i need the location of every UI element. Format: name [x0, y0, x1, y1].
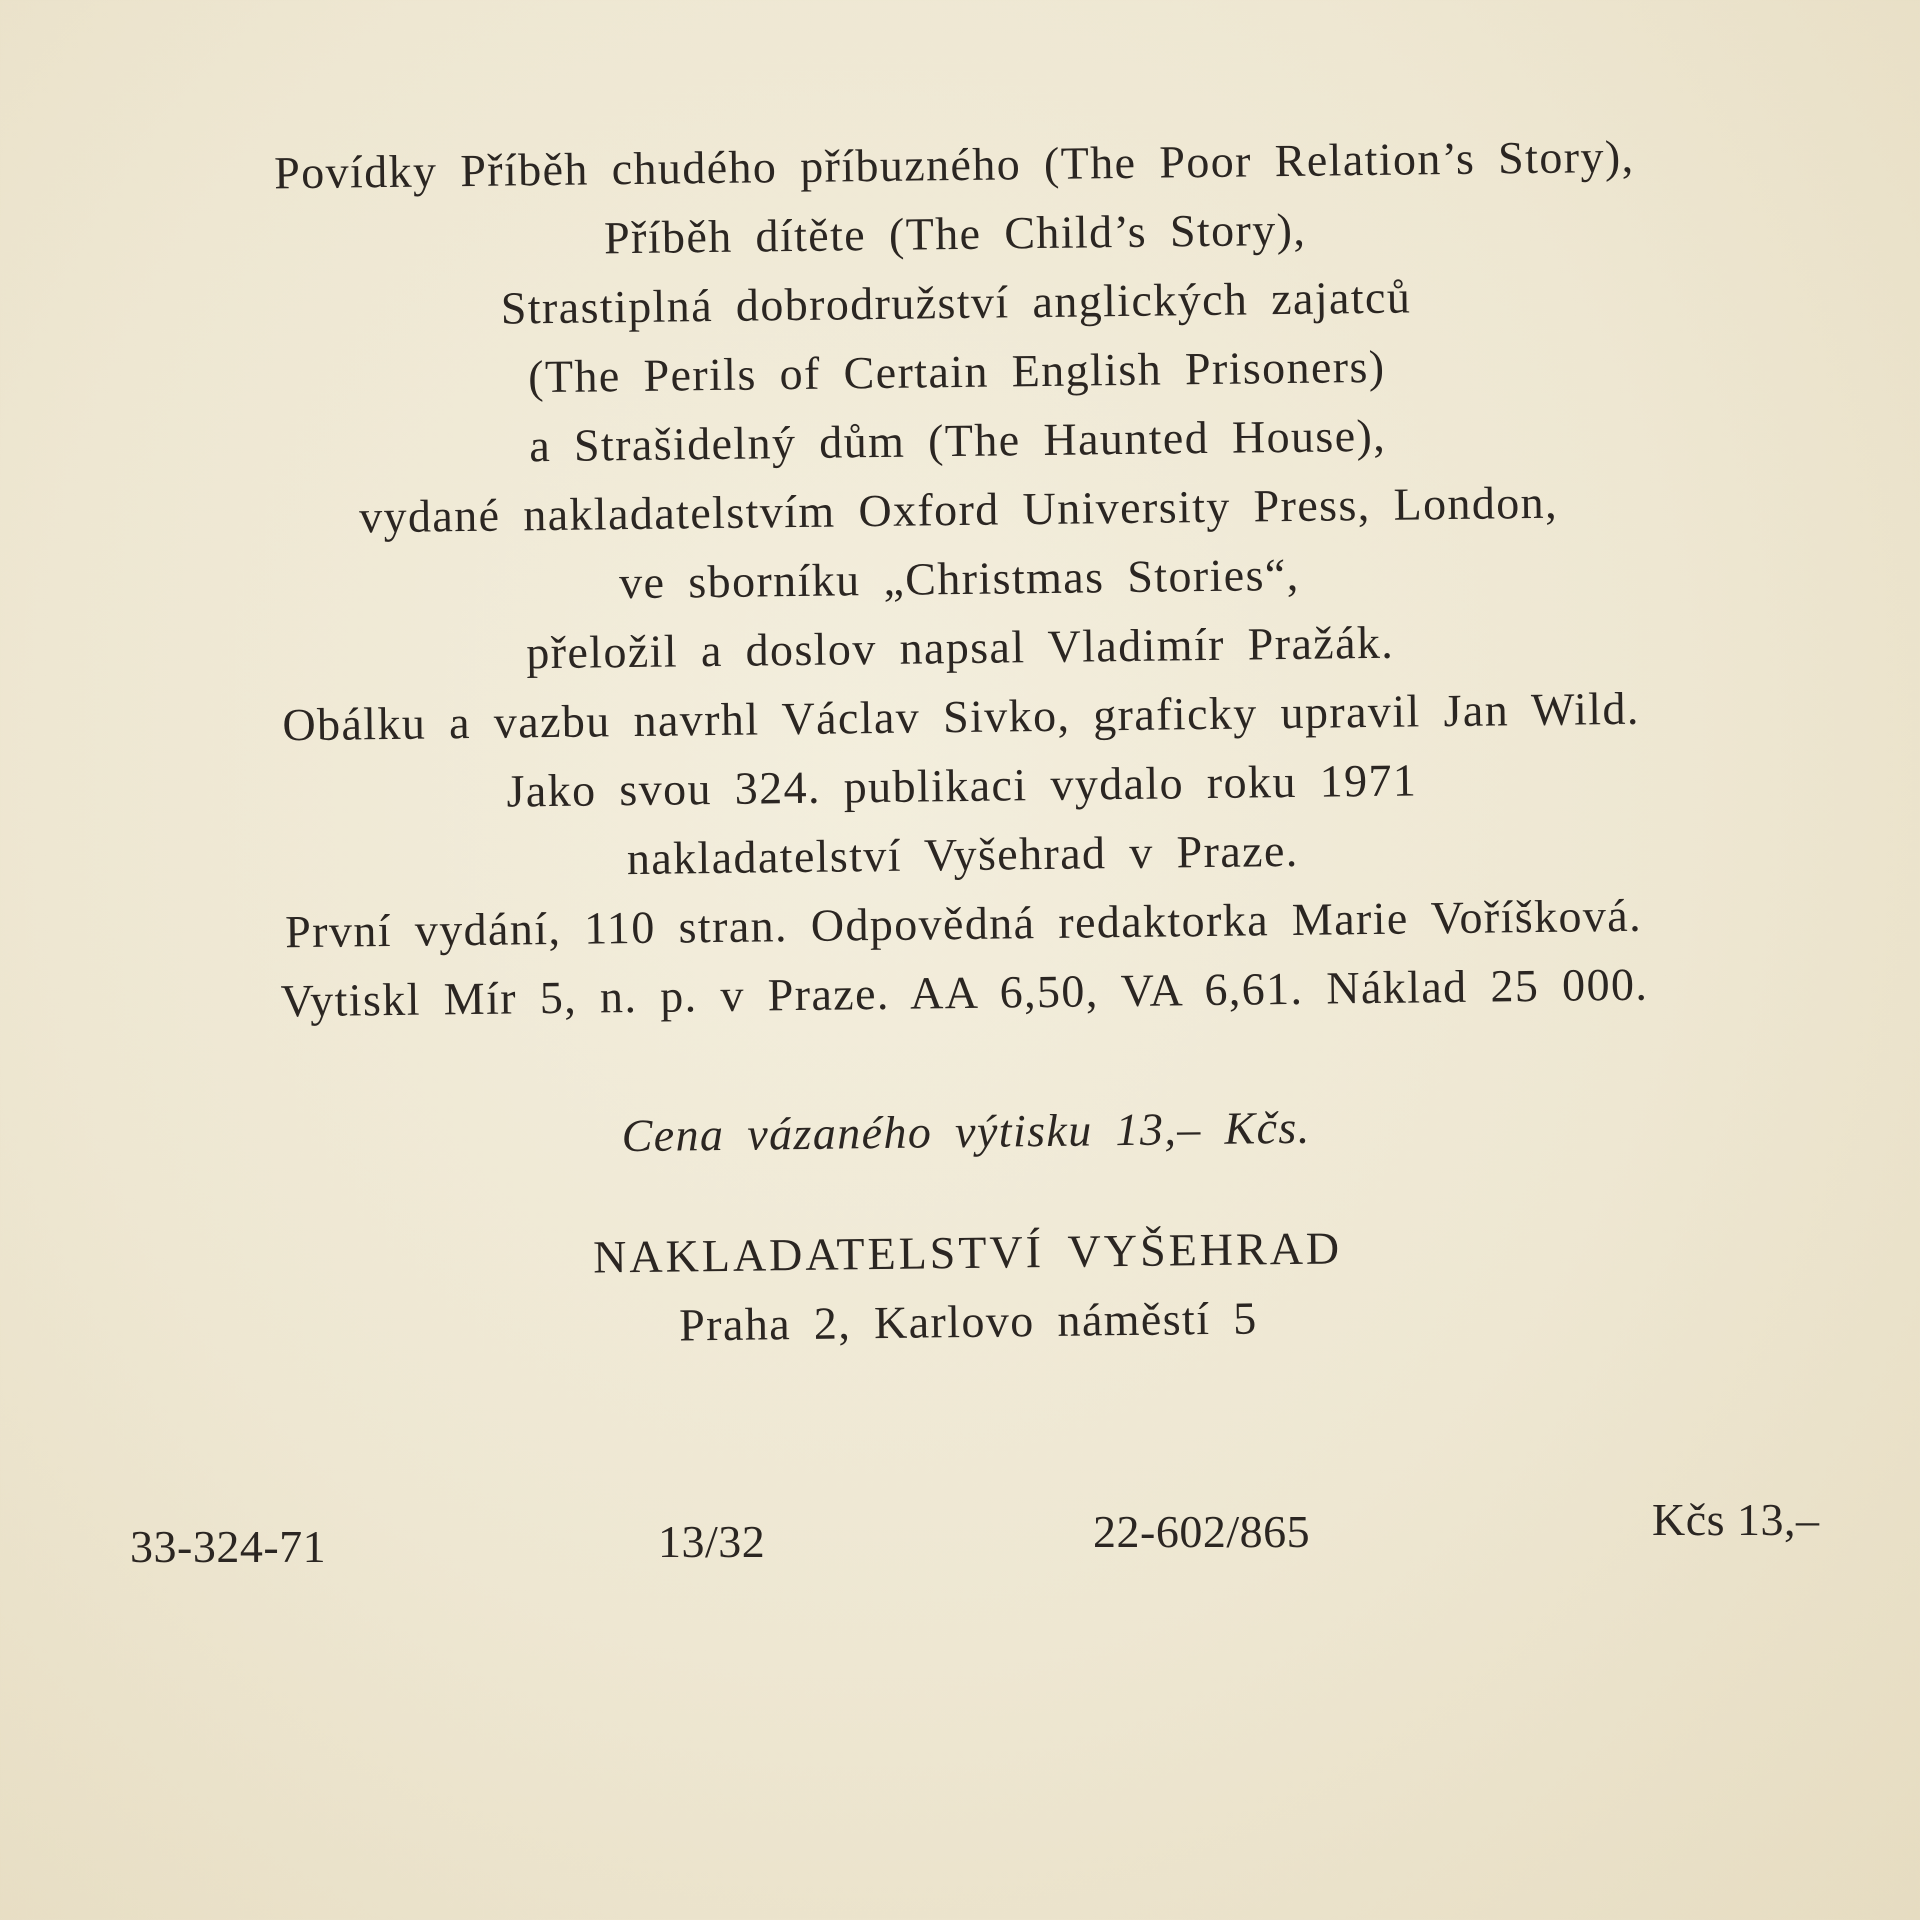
- colophon-line-perils-en: (The Perils of Certain English Prisoners): [527, 340, 1386, 403]
- colophon-line-original-publisher: vydané nakladatelstvím Oxford University Press, London,: [358, 476, 1559, 543]
- price-line: Cena vázaného výtisku 13,– Kčs.: [621, 1101, 1311, 1162]
- colophon-line-perils-cz: Strastiplná dobrodružství anglických zajatců: [500, 271, 1412, 334]
- colophon-line-collection: ve sborníku „Christmas Stories“,: [618, 548, 1300, 609]
- footer-code-group: 13/32: [658, 1516, 766, 1567]
- colophon-line-publisher: nakladatelství Vyšehrad v Praze.: [626, 824, 1299, 885]
- colophon-line-childs-story: Příběh dítěte (The Child’s Story),: [603, 203, 1307, 264]
- publisher-address: Praha 2, Karlovo náměstí 5: [678, 1292, 1258, 1351]
- colophon-line-stories: Povídky Příběh chudého příbuzného (The Poor Relation’s Story),: [273, 130, 1635, 199]
- colophon-line-haunted-house: a Strašidelný dům (The Haunted House),: [528, 409, 1387, 472]
- colophon-line-translator: přeložil a doslov napsal Vladimír Pražák.: [525, 616, 1395, 679]
- colophon-line-publication-number: Jako svou 324. publikaci vydalo roku 1971: [506, 754, 1418, 817]
- colophon-line-edition: První vydání, 110 stran. Odpovědná redaktorka Marie Voříšková.: [284, 889, 1643, 958]
- footer-price-code: Kčs 13,–: [1652, 1494, 1820, 1545]
- footer-code-registry: 22-602/865: [1093, 1506, 1311, 1557]
- colophon-line-design: Obálku a vazbu navrhl Václav Sivko, graficky upravil Jan Wild.: [282, 682, 1641, 751]
- publisher-block: [7, 1206, 1920, 1367]
- footer-code-edition: 33-324-71: [130, 1521, 327, 1572]
- colophon-block: [0, 118, 1920, 1367]
- publisher-name: NAKLADATELSTVÍ VYŠEHRAD: [592, 1222, 1343, 1283]
- colophon-line-printer: Vytiskl Mír 5, n. p. v Praze. AA 6,50, VA 6,61. Náklad 25 000.: [280, 958, 1649, 1027]
